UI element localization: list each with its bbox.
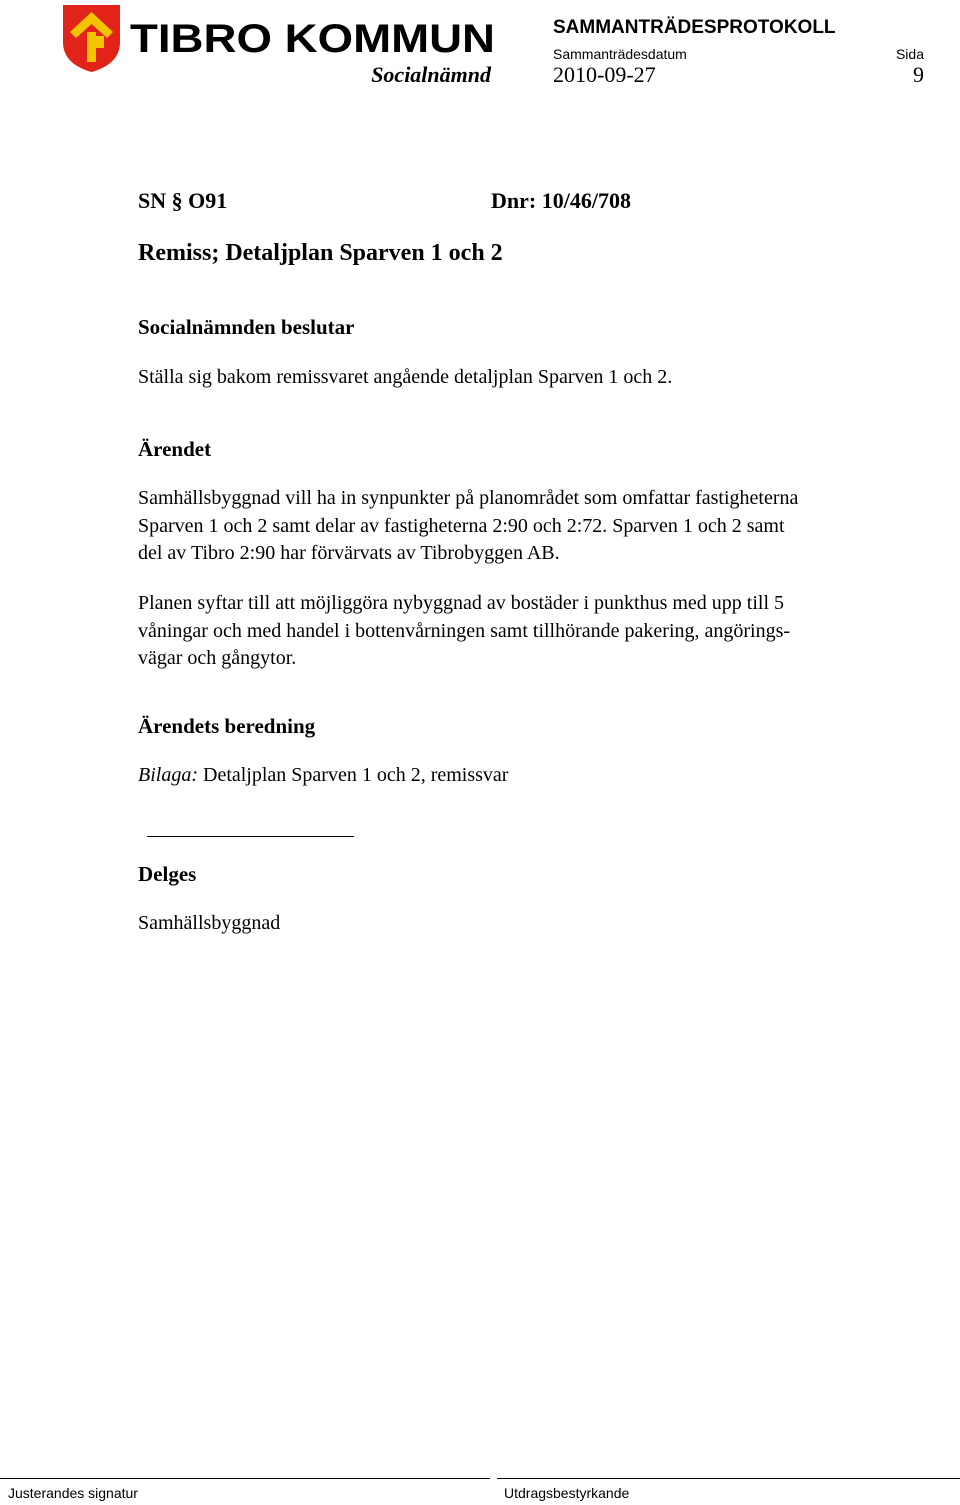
matter-paragraph: [138, 590, 928, 673]
paragraph-line: Sparven 1 och 2 samt delar av fastigheterna 2:90 och 2:72. Sparven 1 och 2 samt: [138, 514, 785, 537]
attachment-label: Bilaga:: [138, 764, 198, 786]
decision-text: Ställa sig bakom remissvaret angående detaljplan Sparven 1 och 2.: [138, 366, 673, 388]
matter-paragraph: [138, 485, 928, 568]
matter-heading: Ärendet: [138, 437, 212, 461]
distribution-recipient: Samhällsbyggnad: [138, 912, 281, 934]
protocol-title: SAMMANTRÄDESPROTOKOLL: [553, 17, 836, 38]
decision-heading: Socialnämnden beslutar: [138, 315, 355, 339]
logo-text: TIBRO KOMMUN: [130, 17, 495, 61]
paragraph-line: del av Tibro 2:90 har förvärvats av Tibrobyggen AB.: [138, 542, 560, 564]
diary-number: Dnr: 10/46/708: [491, 188, 631, 213]
case-number: SN § O91: [138, 188, 228, 213]
meeting-date-label: Sammanträdesdatum: [553, 46, 687, 62]
certification-line: [497, 1478, 960, 1479]
paragraph-line: Planen syftar till att möjliggöra nybyggnad av bostäder i punkthus med upp till 5: [138, 592, 785, 614]
attachment-text: Detaljplan Sparven 1 och 2, remissvar: [198, 764, 509, 786]
attachment-line: [138, 764, 508, 787]
distribution-heading: Delges: [138, 862, 197, 886]
paragraph-line: våningar och med handel i bottenvårningen samt tillhörande pakering, angörings-: [138, 619, 791, 642]
page-number: 9: [913, 62, 924, 87]
case-title: Remiss; Detaljplan Sparven 1 och 2: [138, 240, 503, 266]
separator-line: [147, 836, 354, 837]
adjuster-signature-label: Justerandes signatur: [8, 1485, 138, 1501]
paragraph-line: vägar och gångytor.: [138, 647, 297, 669]
signature-line: [0, 1478, 490, 1479]
page-label: Sida: [895, 46, 924, 62]
committee-name: Socialnämnd: [371, 62, 491, 87]
paragraph-line: Samhällsbyggnad vill ha in synpunkter på planområdet som omfattar fastigheterna: [138, 487, 799, 509]
extract-certification-label: Utdragsbestyrkande: [504, 1485, 630, 1501]
preparation-heading: Ärendets beredning: [138, 714, 316, 738]
meeting-date: 2010-09-27: [553, 62, 656, 87]
